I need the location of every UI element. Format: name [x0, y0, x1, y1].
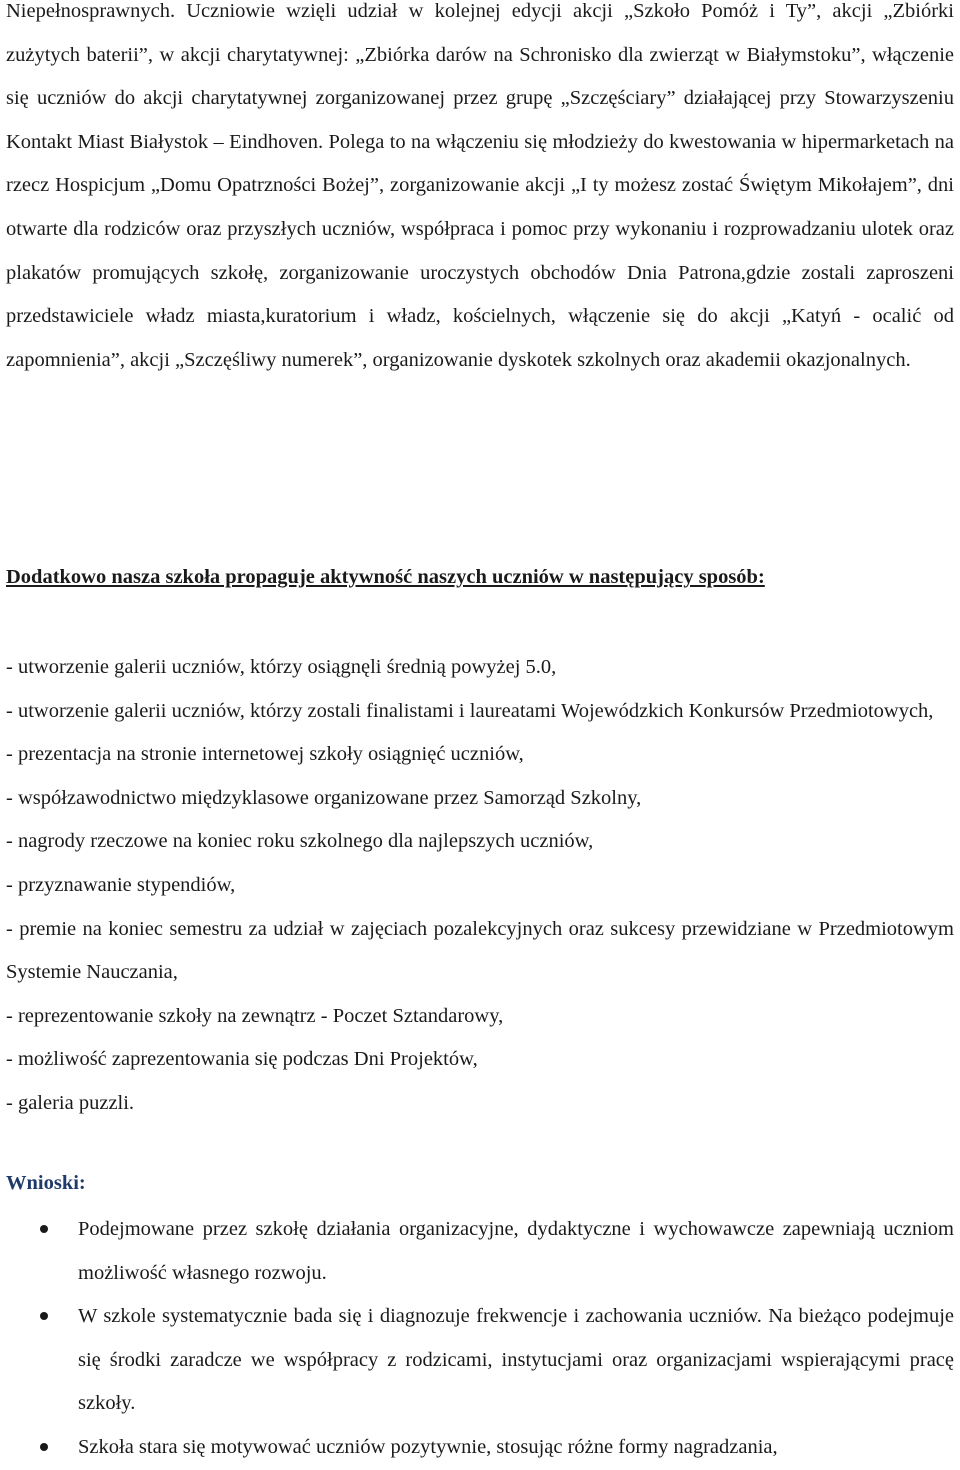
list-item: - współzawodnictwo międzyklasowe organizowane przez Samorząd Szkolny, — [6, 786, 642, 809]
list-item: - reprezentowanie szkoły na zewnątrz - Poczet Sztandarowy, — [6, 1004, 504, 1027]
list-item: - przyznawanie stypendiów, — [6, 873, 236, 896]
bullet-icon — [40, 1443, 48, 1451]
list-item: - prezentacja na stronie internetowej szkoły osiągnięć uczniów, — [6, 743, 524, 766]
list-item: - możliwość zaprezentowania się podczas Dni Projektów, — [6, 1048, 478, 1071]
conclusion-item — [6, 1208, 954, 1295]
conclusion-text: W szkole systematycznie bada się i diagnozuje frekwencje i zachowania uczniów. Na bieżąco podejmuje się środki zaradcze we współpracy z rodzicami, instytucjami oraz organizacjami wspierającymi pracę szkoły. — [78, 1305, 954, 1415]
list-item: - nagrody rzeczowe na koniec roku szkolnego dla najlepszych uczniów, — [6, 830, 594, 853]
activities-list — [6, 646, 954, 1126]
section-heading: Dodatkowo nasza szkoła propaguje aktywność naszych uczniów w następujący sposób: — [6, 566, 765, 588]
list-item: - galeria puzzli. — [6, 1091, 135, 1114]
conclusion-text: Szkoła stara się motywować uczniów pozytywnie, stosując różne formy nagradzania, — [78, 1435, 778, 1458]
bullet-icon — [40, 1225, 48, 1233]
intro-paragraph: Niepełnosprawnych. Uczniowie wzięli udział w kolejnej edycji akcji „Szkoło Pomóż i Ty”, akcji „Zbiórki zużytych baterii”, w akcji charytatywnej: „Zbiórka darów na Schronisko dla zwierząt w Białymstoku”, włączenie się uczniów do akcji charytatywnej zorganizowanej przez grupę „Szczęściary” działającej przy Stowarzyszeniu Kontakt Miast Białystok – Eindhoven. Polega to na włączeniu się młodzieży do kwestowania w hipermarketach na rzecz Hospicjum „Domu Opatrzności Bożej”, zorganizowanie akcji „I ty możesz zostać Świętym Mikołajem”, dni otwarte dla rodziców oraz przyszłych uczniów, współpraca i pomoc przy wykonaniu i rozprowadzaniu ulotek oraz plakatów promujących szkołę, zorganizowanie uroczystych obchodów Dnia Patrona,gdzie zostali zaproszeni przedstawiciele władz miasta,kuratorium i władz, kościelnych, włączenie się do akcji „Katyń - ocalić od zapomnienia”, akcji „Szczęśliwy numerek”, organizowanie dyskotek szkolnych oraz akademii okazjonalnych. — [6, 0, 954, 371]
conclusion-item — [6, 1295, 954, 1426]
conclusion-text: Podejmowane przez szkołę działania organizacyjne, dydaktyczne i wychowawcze zapewniają uczniom możliwość własnego rozwoju. — [78, 1218, 954, 1284]
list-item: - utworzenie galerii uczniów, którzy osiągnęli średnią powyżej 5.0, — [6, 656, 557, 678]
conclusions-title: Wnioski: — [6, 1172, 86, 1194]
conclusion-item — [6, 1426, 954, 1470]
conclusions-list — [6, 1208, 954, 1470]
list-item: - premie na koniec semestru za udział w zajęciach pozalekcyjnych oraz sukcesy przewidziane w Przedmiotowym Systemie Nauczania, — [6, 917, 954, 984]
bullet-icon — [40, 1312, 48, 1320]
list-item: - utworzenie galerii uczniów, którzy zostali finalistami i laureatami Wojewódzkich Konkursów Przedmiotowych, — [6, 699, 934, 722]
